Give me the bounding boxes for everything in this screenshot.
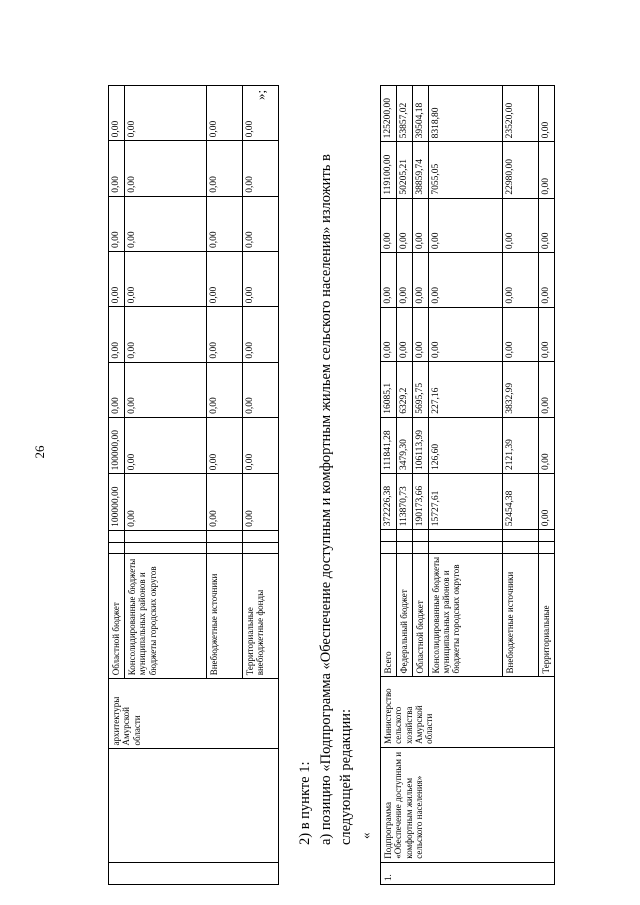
value-cell: 125200,00: [381, 86, 397, 142]
source-cell: Консолидированные бюджеты муниципальных районов и бюджеты городских округов: [124, 554, 206, 679]
value-cell: 0,00: [412, 253, 428, 308]
table-row: [109, 86, 125, 885]
value-cell: 0,00: [124, 474, 206, 531]
spacer-cell: [242, 530, 278, 542]
instruction-text: а) позицию «Подпрограмма «Обеспечение доступным и комфортным жильем сельского населения» изложить в: [318, 154, 334, 845]
value-cell: 7055,05: [428, 142, 502, 198]
value-cell: 0,00: [206, 141, 242, 196]
value-cell: 0,00: [242, 252, 278, 307]
value-cell: 39504,18: [412, 86, 428, 142]
value-cell: 0,00: [242, 196, 278, 251]
value-cell: 0,00: [206, 417, 242, 474]
opening-quote-mark: «: [358, 832, 373, 839]
value-cell: 0,00: [412, 307, 428, 362]
value-cell: 0,00: [124, 417, 206, 474]
spacer-cell: [412, 530, 428, 542]
empty-number-cell: [109, 862, 279, 884]
spacer-cell: [538, 541, 554, 553]
spacer-cell: [124, 530, 206, 542]
value-cell: 0,00: [538, 307, 554, 362]
value-cell: 227,16: [428, 362, 502, 418]
source-cell: Федеральный бюджет: [396, 553, 412, 677]
item-heading: 2) в пункте 1:: [297, 761, 313, 845]
value-cell: 0,00: [396, 198, 412, 253]
table-row: [381, 86, 397, 885]
spacer-cell: [412, 541, 428, 553]
subprogram-budget-table: [380, 85, 555, 885]
value-cell: 0,00: [206, 362, 242, 417]
source-cell: Внебюджетные источники: [502, 553, 538, 677]
value-cell: 0,00: [381, 198, 397, 253]
value-cell: 53857,02: [396, 86, 412, 142]
value-cell: 38859,74: [412, 142, 428, 198]
value-cell: 0,00: [428, 198, 502, 253]
value-cell: 106113,99: [412, 417, 428, 473]
spacer-cell: [381, 530, 397, 542]
value-cell: 0,00: [206, 86, 242, 141]
value-cell: 0,00: [206, 474, 242, 531]
value-cell: 2121,39: [502, 417, 538, 473]
value-cell: 22980,00: [502, 142, 538, 198]
value-cell: 0,00: [124, 86, 206, 141]
value-cell: 0,00: [124, 362, 206, 417]
source-cell: Областной бюджет: [412, 553, 428, 677]
source-cell: Внебюджетные источники: [206, 554, 242, 679]
value-cell: 6329,2: [396, 362, 412, 418]
value-cell: 0,00: [502, 198, 538, 253]
value-cell: 3832,99: [502, 362, 538, 418]
budget-table-continued: [108, 85, 279, 885]
value-cell: 113870,73: [396, 474, 412, 530]
spacer-cell: [396, 541, 412, 553]
source-cell: Территориальные: [538, 553, 554, 677]
value-cell: 52454,38: [502, 474, 538, 530]
value-cell: 0,00: [381, 307, 397, 362]
value-cell: 0,00: [206, 252, 242, 307]
value-cell: 0,00: [428, 307, 502, 362]
value-cell: 0,00: [109, 252, 125, 307]
spacer-cell: [124, 542, 206, 554]
value-cell: 0,00: [538, 198, 554, 253]
value-cell: 0,00: [124, 252, 206, 307]
spacer-cell: [109, 542, 125, 554]
spacer-cell: [502, 530, 538, 542]
value-cell: 0,00: [109, 362, 125, 417]
spacer-cell: [502, 541, 538, 553]
spacer-cell: [396, 530, 412, 542]
value-cell: 0,00: [124, 196, 206, 251]
value-cell: 111841,28: [381, 417, 397, 473]
value-cell: 8318,80: [428, 86, 502, 142]
spacer-cell: [242, 542, 278, 554]
value-cell: 0,00: [109, 307, 125, 362]
value-cell: 0,00: [242, 86, 278, 141]
value-cell: 0,00: [538, 362, 554, 418]
value-cell: 0,00: [538, 474, 554, 530]
value-cell: 5695,75: [412, 362, 428, 418]
value-cell: 0,00: [538, 86, 554, 142]
spacer-cell: [206, 530, 242, 542]
page-number: 26: [32, 445, 47, 459]
value-cell: 0,00: [109, 141, 125, 196]
value-cell: 50205,21: [396, 142, 412, 198]
value-cell: 0,00: [206, 307, 242, 362]
value-cell: 372226,38: [381, 474, 397, 530]
value-cell: 3479,30: [396, 417, 412, 473]
source-cell: Всего: [381, 553, 397, 677]
value-cell: 126,60: [428, 417, 502, 473]
closing-quote-mark: »;: [253, 89, 268, 100]
value-cell: 100000,00: [109, 474, 125, 531]
spacer-cell: [538, 530, 554, 542]
executor-name: Министерство сельского хозяйства Амурской области: [381, 677, 555, 747]
value-cell: 0,00: [109, 196, 125, 251]
value-cell: 15727,61: [428, 474, 502, 530]
value-cell: 23520,00: [502, 86, 538, 142]
spacer-cell: [428, 541, 502, 553]
value-cell: 119100,00: [381, 142, 397, 198]
subprogram-name: Подпрограмма «Обеспечение доступным и комфортным жильем сельского населения»: [381, 747, 555, 862]
value-cell: 0,00: [502, 307, 538, 362]
executor-cell: архитектуры Амурской области: [109, 679, 279, 749]
value-cell: 0,00: [242, 307, 278, 362]
value-cell: 0,00: [124, 307, 206, 362]
value-cell: 0,00: [396, 307, 412, 362]
value-cell: 190173,66: [412, 474, 428, 530]
value-cell: 0,00: [396, 253, 412, 308]
value-cell: 0,00: [428, 253, 502, 308]
row-number: 1.: [381, 862, 555, 884]
source-cell: Областной бюджет: [109, 554, 125, 679]
value-cell: 0,00: [381, 253, 397, 308]
value-cell: 0,00: [242, 474, 278, 531]
instruction-text-continued: следующей редакции:: [338, 708, 354, 845]
source-cell: Консолидированные бюджеты муниципальных районов и бюджеты городских округов: [428, 553, 502, 677]
value-cell: 0,00: [538, 142, 554, 198]
spacer-cell: [206, 542, 242, 554]
value-cell: 0,00: [242, 141, 278, 196]
value-cell: 0,00: [242, 417, 278, 474]
value-cell: 100000,00: [109, 417, 125, 474]
value-cell: 16085,1: [381, 362, 397, 418]
value-cell: 0,00: [109, 86, 125, 141]
source-cell: Территориальные внебюджетные фонды: [242, 554, 278, 679]
value-cell: 0,00: [502, 253, 538, 308]
spacer-cell: [428, 530, 502, 542]
value-cell: 0,00: [242, 362, 278, 417]
value-cell: 0,00: [538, 253, 554, 308]
value-cell: 0,00: [412, 198, 428, 253]
value-cell: 0,00: [206, 196, 242, 251]
empty-name-cell: [109, 749, 279, 862]
value-cell: 0,00: [124, 141, 206, 196]
value-cell: 0,00: [538, 417, 554, 473]
spacer-cell: [381, 541, 397, 553]
spacer-cell: [109, 530, 125, 542]
